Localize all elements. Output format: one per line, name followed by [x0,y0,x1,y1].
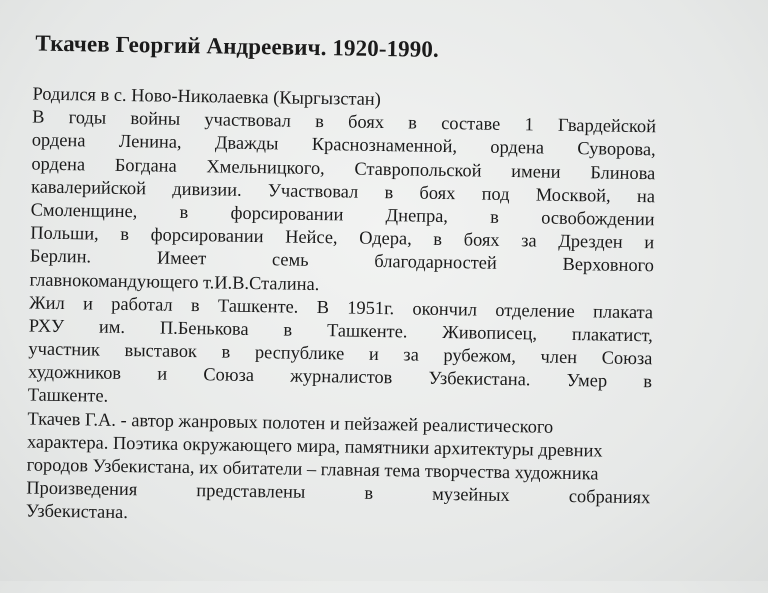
text-line: главнокомандующего т.И.В.Сталина. [29,269,320,294]
text-line: характера. Поэтика окружающего мира, памятники архитектуры древних [26,431,603,461]
text-line: Польши, в форсировании Нейсе, Одера, в боях за Дрезден и [30,222,655,253]
text-line: РХУ им. П.Бенькова в Ташкенте. Живописец, плакатист, [28,315,653,346]
text-line: городов Узбекистана, их обитатели – главная тема творчества художника [26,454,599,484]
text-line: Узбекистана. [25,500,129,523]
text-line: ордена Ленина, Дважды Краснознаменной, ордена Суворова, [31,129,656,160]
text-line: Берлин. Имеет семь благодарностей Верховного [29,245,655,276]
text-line: художников и Союза журналистов Узбекистана. Умер в [28,361,653,392]
text-line: кавалерийской дивизии. Участвовал в боях под Москвой, на [30,176,656,207]
text-line: Родился в с. Ново-Николаевка (Кыргызстан) [32,83,382,109]
biography-text [26,83,673,534]
document-title: Ткачев Георгий Андреевич. 1920-1990. [35,30,440,62]
text-line: участник выставок в республике и за рубежом, член Союза [28,338,653,369]
text-line: Смоленщине, в форсировании Днепра, в освобождении [30,199,655,230]
text-line: ордена Богдана Хмельницкого, Ставропольской имени Блинова [31,153,656,183]
text-line: Ташкенте. [27,384,109,407]
text-line: Ткачев Г.А. - автор жанровых полотен и пейзажей реалистического [27,408,554,437]
text-line: Жил и работал в Ташкенте. В 1951г. окончил отделение плаката [29,292,654,322]
text-line: В годы войны участвовал в боях в составе 1 Гвардейской [32,106,657,137]
text-line: Произведения представлены в музейных собраниях [26,477,651,508]
